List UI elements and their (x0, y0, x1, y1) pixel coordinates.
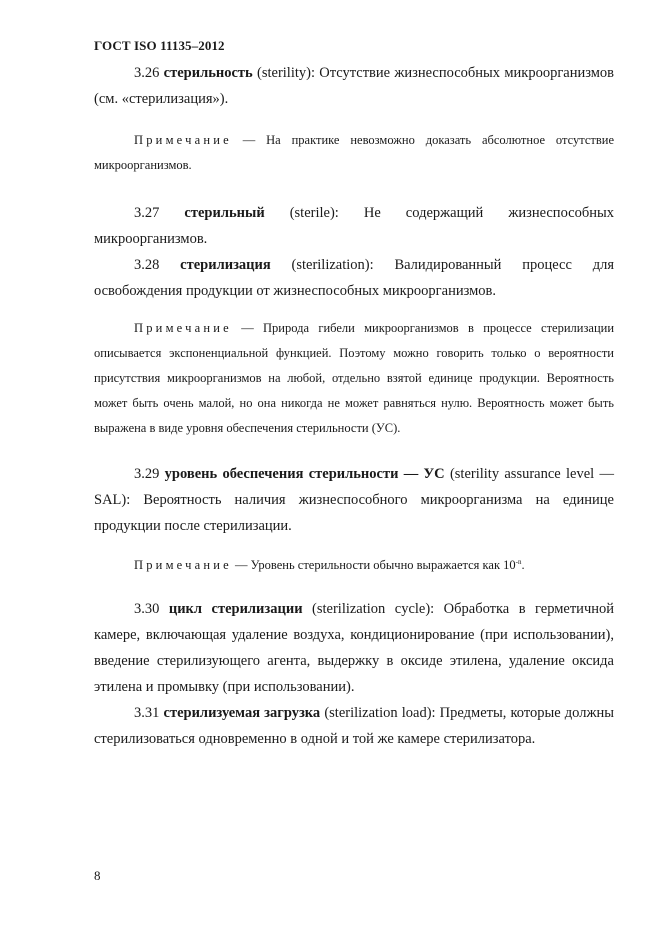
term-name: цикл стерилизации (168, 601, 303, 617)
note-text: Природа гибели микроорганизмов в процессе стерилизации описывается экспоненциальной функцией. Поэтому можно говорить только о вероятности присутствия микроорганизмов на любой, отдельно взятой единице продукции. Вероятность может быть очень малой, но она никогда не может равняться нулю. Вероятность может быть выражена в виде уровня обеспечения стерильности (УС). (94, 321, 615, 435)
spacer (94, 578, 614, 596)
document-body (94, 60, 614, 752)
term-name: стерильный (184, 205, 265, 221)
note-label: Примечание (134, 133, 232, 147)
term-entry (94, 60, 614, 112)
page-number: 8 (94, 868, 101, 883)
note-dash: — (231, 558, 251, 572)
term-entry (94, 596, 614, 700)
term-entry (94, 461, 614, 539)
spacer (94, 539, 614, 553)
term-entry (94, 700, 614, 752)
term-definition: (sterile): Не содержащий жизнеспособных микроорганизмов. (94, 205, 614, 247)
note-text: На практике невозможно доказать абсолютное отсутствие микроорганизмов. (94, 133, 614, 172)
term-definition: (sterilization): Валидированный процесс для освобождения продукции от жизнеспособных микроорганизмов. (94, 257, 614, 299)
note (94, 553, 614, 578)
note-label: Примечание (134, 558, 232, 572)
term-definition: (sterility assurance level — SAL): Вероятность наличия жизнеспособного микроорганизма на единице продукции после стерилизации. (94, 466, 615, 534)
term-definition: (sterilization cycle): Обработка в герметичной камере, включающая удаление воздуха, кондиционирование (при использовании), введение стерилизующего агента, выдержку в оксиде этилена, удаление оксида этилена и промывку (при использовании). (94, 601, 615, 695)
note-label: Примечание (134, 321, 232, 335)
term-definition: (sterility): Отсутствие жизнеспособных микроорганизмов (см. «стерилизация»). (94, 65, 615, 107)
term-number: 3.27 (134, 205, 160, 221)
note-dash: — (231, 321, 264, 335)
spacer (94, 112, 614, 128)
term-definition: (sterilization load): Предметы, которые должны стерилизоваться одновременно в одной и той же камере стерилизатора. (94, 705, 614, 747)
spacer (94, 441, 614, 461)
spacer (94, 178, 614, 200)
term-number: 3.31 (134, 705, 160, 721)
term-number: 3.30 (134, 601, 160, 617)
note (94, 128, 614, 178)
note-text: Уровень стерильности обычно выражается как 10 (250, 558, 516, 572)
term-name: стерилизация (180, 257, 271, 273)
term-number: 3.29 (134, 466, 160, 482)
term-name: стерильность (163, 65, 253, 81)
term-number: 3.26 (134, 65, 160, 81)
term-entry (94, 200, 614, 252)
note (94, 316, 614, 441)
term-number: 3.28 (134, 257, 160, 273)
spacer (94, 304, 614, 316)
term-name: стерилизуемая загрузка (163, 705, 321, 721)
note-exponent: -n (515, 558, 522, 566)
note-end: . (521, 558, 525, 572)
term-entry (94, 252, 614, 304)
document-header: ГОСТ ISO 11135–2012 (94, 38, 225, 53)
note-dash: — (231, 133, 267, 147)
term-name: уровень обеспечения стерильности — УС (164, 466, 445, 482)
